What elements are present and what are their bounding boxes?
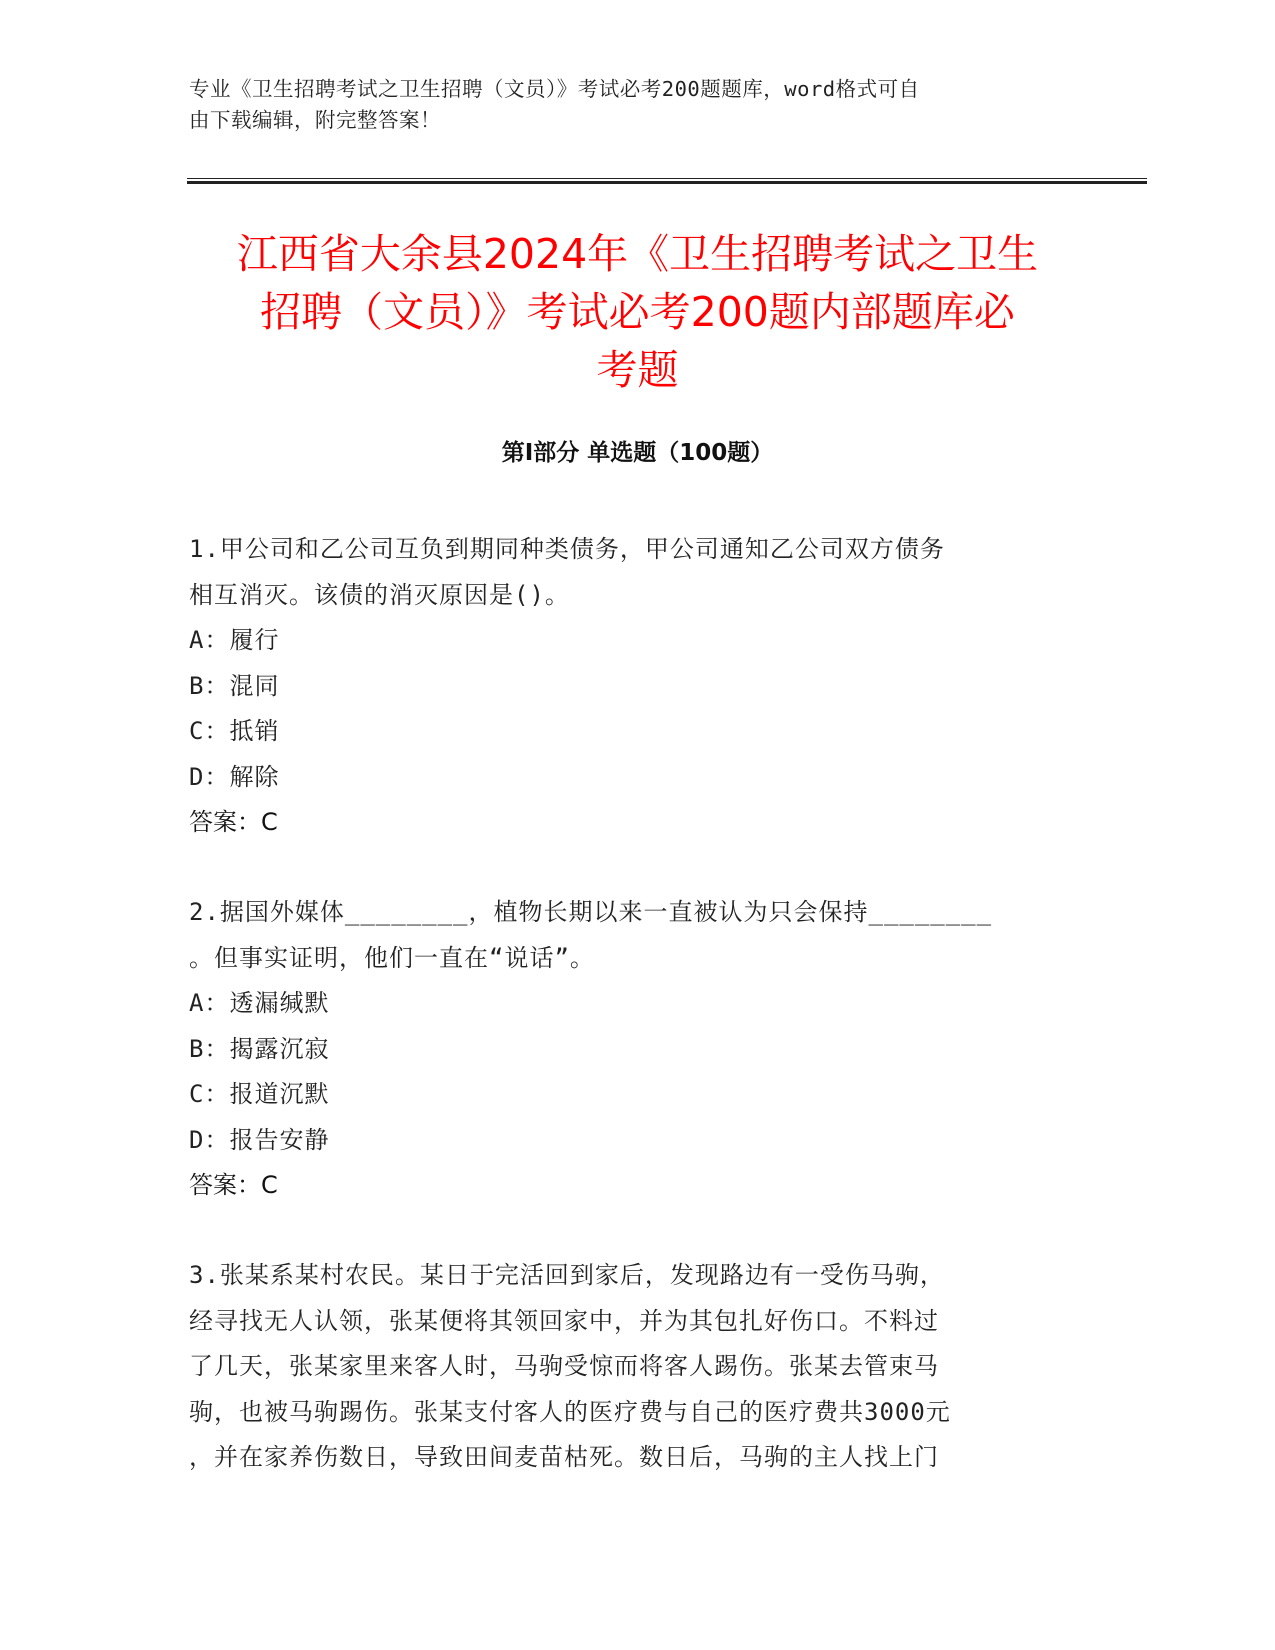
document-intro	[189, 74, 1089, 136]
question-stem: 相互消灭。该债的消灭原因是()。	[189, 580, 570, 609]
answer: 答案：C	[189, 808, 278, 836]
option-a: A：透漏缄默	[189, 989, 330, 1017]
question-stem: 1.甲公司和乙公司互负到期同种类债务，甲公司通知乙公司双方债务	[189, 535, 945, 563]
option-a: A：履行	[189, 626, 280, 654]
title-line: 江西省大余县2024年《卫生招聘考试之卫生	[236, 230, 1039, 278]
question-2	[189, 890, 1069, 1209]
option-d: D：解除	[189, 762, 280, 791]
question-stem: 了几天，张某家里来客人时，马驹受惊而将客人踢伤。张某去管束马	[189, 1352, 939, 1380]
option-c: C：报道沉默	[189, 1080, 330, 1108]
option-b: B：揭露沉寂	[189, 1034, 330, 1063]
intro-line: 专业《卫生招聘考试之卫生招聘（文员）》考试必考200题题库，word格式可自	[189, 77, 920, 101]
question-stem: 经寻找无人认领，张某便将其领回家中，并为其包扎好伤口。不料过	[189, 1306, 939, 1335]
option-b: B：混同	[189, 671, 280, 700]
question-stem: 3.张某系某村农民。某日于完活回到家后，发现路边有一受伤马驹，	[189, 1261, 945, 1289]
section-heading: 第Ⅰ部分 单选题（100题）	[501, 440, 774, 466]
intro-line: 由下载编辑，附完整答案！	[189, 108, 441, 132]
answer: 答案：C	[189, 1171, 278, 1199]
question-stem: 2.据国外媒体________，植物长期以来一直被认为只会保持________	[189, 898, 993, 926]
option-d: D：报告安静	[189, 1125, 330, 1154]
option-c: C：抵销	[189, 717, 280, 745]
document-title	[150, 225, 1125, 399]
question-3	[189, 1253, 1069, 1481]
header-divider-thick	[187, 181, 1147, 184]
title-line: 招聘（文员）》考试必考200题内部题库必	[260, 288, 1015, 336]
title-line: 考题	[596, 346, 679, 394]
question-stem: ，并在家养伤数日，导致田间麦苗枯死。数日后，马驹的主人找上门	[189, 1443, 939, 1471]
question-1	[189, 527, 1069, 846]
header-divider-thin	[187, 178, 1147, 179]
question-stem: 驹，也被马驹踢伤。张某支付客人的医疗费与自己的医疗费共3000元	[189, 1397, 951, 1426]
question-stem: 。但事实证明，他们一直在“说话”。	[189, 943, 595, 972]
